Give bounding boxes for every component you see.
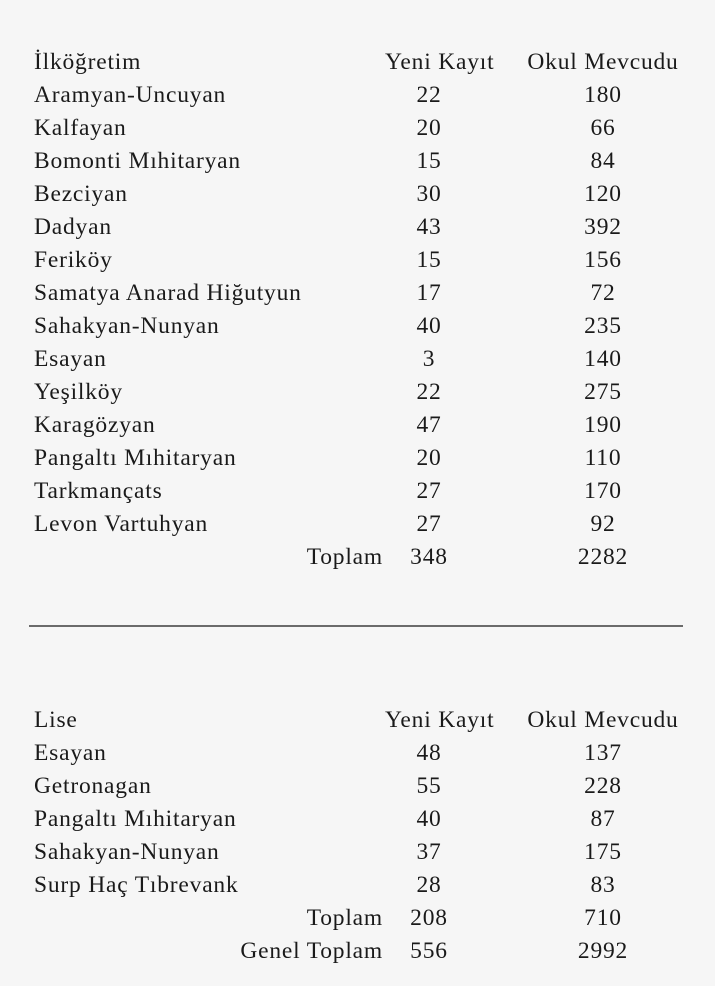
new-enrollment-cell: 15 [416,247,442,273]
new-enrollment-cell: 48 [416,740,442,766]
grand-total-row [34,935,683,968]
row-label: Sahakyan-Nunyan [34,839,220,865]
high-school-table [34,704,683,968]
new-enrollment-cell: 556 [410,938,448,964]
enrollment-cell: 190 [584,412,622,438]
section-divider [29,625,683,627]
row-label: Genel Toplam [240,938,383,964]
row-label: Feriköy [34,247,113,273]
table-header [34,46,683,79]
table-row [34,770,683,803]
new-enrollment-cell: 55 [416,773,442,799]
new-enrollment-cell: 20 [416,115,442,141]
row-label: Kalfayan [34,115,127,141]
table-row [34,869,683,902]
total-row [34,541,683,574]
new-enrollment-cell: Yeni Kayıt [385,707,495,733]
row-label: Getronagan [34,773,152,799]
enrollment-cell: 66 [590,115,616,141]
total-row [34,902,683,935]
row-label: Tarkmançats [34,478,163,504]
enrollment-cell: 170 [584,478,622,504]
enrollment-cell: 710 [584,905,622,931]
table-row [34,211,683,244]
table-row [34,508,683,541]
row-label: Dadyan [34,214,112,240]
new-enrollment-cell: 22 [416,82,442,108]
table-row [34,178,683,211]
table-row [34,277,683,310]
table-row [34,310,683,343]
row-label: Sahakyan-Nunyan [34,313,220,339]
enrollment-cell: 87 [590,806,616,832]
enrollment-cell: 140 [584,346,622,372]
table-row [34,409,683,442]
enrollment-cell: 92 [590,511,616,537]
table-row [34,475,683,508]
new-enrollment-cell: 28 [416,872,442,898]
new-enrollment-cell: 348 [410,544,448,570]
new-enrollment-cell: 22 [416,379,442,405]
row-label: Toplam [306,905,383,931]
table-row [34,79,683,112]
enrollment-cell: 110 [584,445,622,471]
enrollment-cell: 2282 [577,544,629,570]
table-row [34,343,683,376]
enrollment-cell: 2992 [577,938,629,964]
new-enrollment-cell: 47 [416,412,442,438]
row-label: Toplam [306,544,383,570]
new-enrollment-cell: 208 [410,905,448,931]
row-label: Pangaltı Mıhitaryan [34,445,237,471]
row-label: Esayan [34,740,107,766]
enrollment-cell: 180 [584,82,622,108]
row-label: Bezciyan [34,181,128,207]
row-label: Levon Vartuhyan [34,511,209,537]
enrollment-cell: 84 [590,148,616,174]
table-row [34,836,683,869]
row-label: Esayan [34,346,107,372]
enrollment-cell: 72 [590,280,616,306]
table-row [34,803,683,836]
new-enrollment-cell: 37 [416,839,442,865]
row-label: İlköğretim [34,49,142,75]
table-row [34,376,683,409]
row-label: Bomonti Mıhitaryan [34,148,241,174]
new-enrollment-cell: 3 [422,346,436,372]
new-enrollment-cell: 17 [416,280,442,306]
enrollment-cell: 175 [584,839,622,865]
new-enrollment-cell: 15 [416,148,442,174]
enrollment-cell: 275 [584,379,622,405]
row-label: Surp Haç Tıbrevank [34,872,239,898]
enrollment-cell: 235 [584,313,622,339]
enrollment-cell: 392 [584,214,622,240]
primary-school-table [34,46,683,574]
row-label: Pangaltı Mıhitaryan [34,806,237,832]
new-enrollment-cell: 40 [416,806,442,832]
new-enrollment-cell: Yeni Kayıt [385,49,495,75]
table-row [34,244,683,277]
enrollment-cell: 83 [590,872,616,898]
table-row [34,442,683,475]
row-label: Karagözyan [34,412,156,438]
enrollment-cell: 156 [584,247,622,273]
row-label: Yeşilköy [34,379,123,405]
new-enrollment-cell: 27 [416,511,442,537]
row-label: Samatya Anarad Hiğutyun [34,280,302,306]
new-enrollment-cell: 43 [416,214,442,240]
table-row [34,737,683,770]
new-enrollment-cell: 40 [416,313,442,339]
new-enrollment-cell: 27 [416,478,442,504]
enrollment-cell: 228 [584,773,622,799]
row-label: Lise [34,707,78,733]
table-header [34,704,683,737]
enrollment-cell: 137 [584,740,622,766]
enrollment-cell: Okul Mevcudu [527,707,679,733]
row-label: Aramyan-Uncuyan [34,82,227,108]
enrollment-cell: Okul Mevcudu [527,49,679,75]
table-row [34,145,683,178]
table-row [34,112,683,145]
new-enrollment-cell: 20 [416,445,442,471]
enrollment-cell: 120 [584,181,622,207]
new-enrollment-cell: 30 [416,181,442,207]
